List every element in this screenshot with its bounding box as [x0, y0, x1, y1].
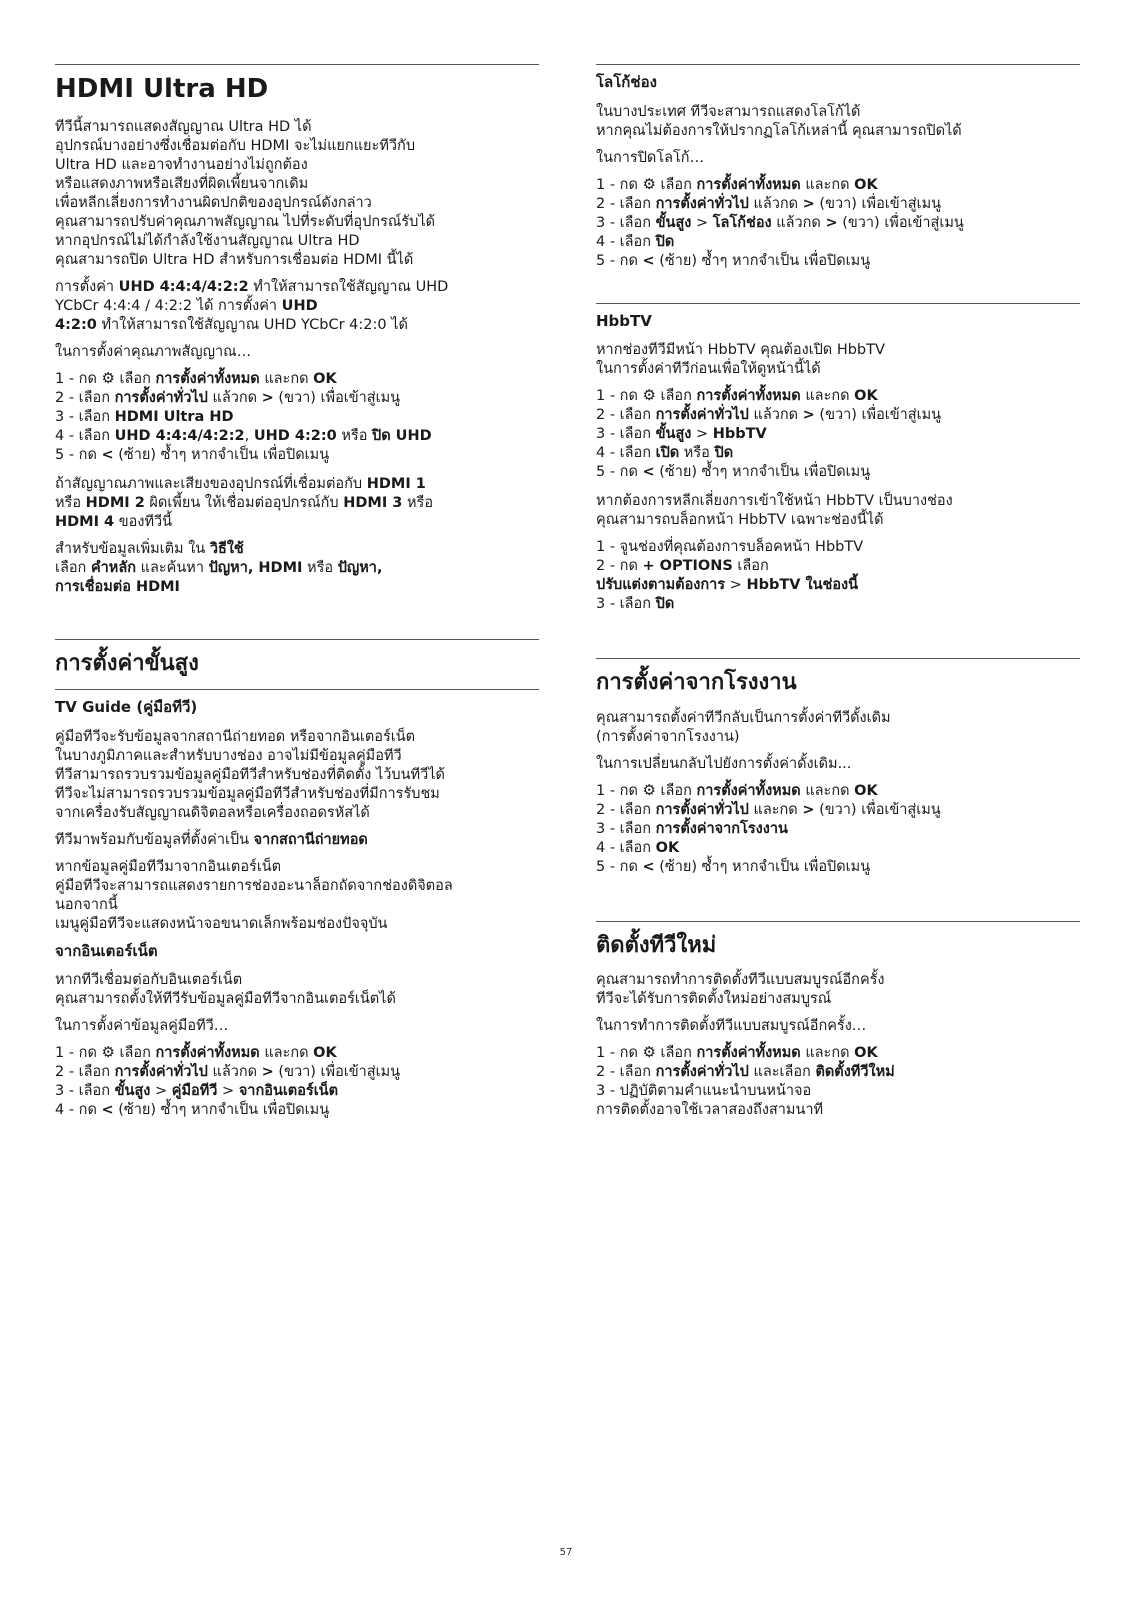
- text: และเลือก: [748, 1064, 816, 1080]
- step-2: [596, 1063, 1080, 1082]
- step-2: [596, 195, 1080, 214]
- text: แล้วกด: [207, 1064, 262, 1080]
- text-line: นอกจากนี้: [55, 896, 118, 913]
- menu-factory-settings: การตั้งค่าจากโรงงาน: [655, 820, 788, 837]
- reinstall-lead: ในการทำการติดตั้งทีวีแบบสมบูรณ์อีกครั้ง…: [596, 1018, 867, 1034]
- step-4: [55, 1101, 539, 1120]
- text: 5 - กด: [55, 446, 102, 463]
- text: และกด: [800, 176, 855, 193]
- gear-icon: ⚙: [642, 386, 656, 404]
- text-line: เมนูคู่มือทีวีจะแสดงหน้าจอขนาดเล็กพร้อมช่องปัจจุบัน: [55, 915, 388, 932]
- text-line: [55, 297, 539, 316]
- text-line: คู่มือทีวีจะรับข้อมูลจากสถานีถ่ายทอด หรือจากอินเตอร์เน็ต: [55, 728, 416, 745]
- menu-general-settings: การตั้งค่าทั่วไป: [655, 801, 749, 818]
- text-line: Ultra HD และอาจทำงานอย่างไม่ถูกต้อง: [55, 156, 308, 173]
- ok-key: OK: [854, 176, 878, 193]
- step-5: [596, 858, 1080, 877]
- subsection-title-tv-guide: TV Guide (คู่มือทีวี): [55, 698, 198, 716]
- step-3: [596, 820, 1080, 839]
- hbbtv-intro: [596, 341, 1080, 379]
- text: 1 - กด: [596, 1045, 643, 1061]
- ok-key: OK: [854, 1045, 878, 1061]
- section-title-factory-settings: การตั้งค่าจากโรงงาน: [596, 670, 797, 695]
- text: 5 - กด: [596, 252, 643, 269]
- text: (ขวา) เพื่อเข้าสู่เมนู: [814, 801, 941, 818]
- step-1: [596, 1044, 1080, 1063]
- text-line: หากช่องทีวีมีหน้า HbbTV คุณต้องเปิด HbbTV: [596, 342, 885, 358]
- text: 4 - กด: [55, 1102, 102, 1118]
- text: หรือ: [55, 494, 86, 511]
- option-uhd-420: UHD 4:2:0: [253, 427, 337, 444]
- text: (ขวา) เพื่อเข้าสู่เมนู: [814, 195, 942, 212]
- step-2: [55, 389, 539, 408]
- chevron-right-icon: >: [802, 801, 815, 818]
- hdmi-intro-paragraph: [55, 118, 539, 270]
- menu-general-settings: การตั้งค่าทั่วไป: [655, 407, 749, 423]
- menu-all-settings: การตั้งค่าทั้งหมด: [696, 782, 801, 799]
- section-divider: [55, 689, 539, 690]
- reinstall-intro: [596, 971, 1080, 1009]
- text: >: [725, 577, 747, 593]
- text: ของทีวีนี้: [114, 513, 173, 530]
- step-4: [596, 444, 1080, 463]
- factory-lead: ในการเปลี่ยนกลับไปยังการตั้งค่าดั้งเดิม...: [596, 755, 852, 772]
- menu-hbbtv: HbbTV: [712, 426, 767, 442]
- text: หรือ: [302, 559, 338, 576]
- uhd-mode-paragraph: [55, 278, 539, 335]
- text-line: หากอุปกรณ์ไม่ได้กำลังใช้งานสัญญาณ Ultra HD: [55, 232, 360, 249]
- text-line: [55, 540, 539, 559]
- text: >: [691, 214, 713, 231]
- text: เลือก: [114, 370, 156, 387]
- option-uhd-444: UHD 4:4:4/4:2:2: [114, 427, 245, 444]
- menu-advanced: ขั้นสูง: [114, 1083, 151, 1099]
- step-5: [596, 252, 1080, 271]
- text-line: [55, 578, 539, 597]
- text: (ซ้าย) ซ้ำๆ หากจำเป็น เพื่อปิดเมนู: [113, 1102, 330, 1118]
- text: แล้วกด: [207, 389, 262, 406]
- option-on: เปิด: [655, 445, 680, 461]
- text: 1 - กด: [55, 370, 102, 387]
- text: 2 - เลือก: [596, 801, 656, 818]
- text-line: (การตั้งค่าจากโรงงาน): [596, 728, 740, 745]
- right-column: [596, 64, 1080, 1130]
- text: เลือก: [55, 559, 91, 576]
- hbbtv-block-steps-list: [596, 538, 1080, 614]
- step-3: 3 - ปฏิบัติตามคำแนะนำบนหน้าจอ: [596, 1083, 812, 1099]
- section-title-hdmi-ultra-hd: HDMI Ultra HD: [55, 74, 269, 104]
- text-line: ทีวีสามารถรวบรวมข้อมูลคู่มือทีวีสำหรับช่องที่ติดตั้ง ไว้บนทีวีได้: [55, 766, 445, 783]
- option-off: ปิด: [714, 445, 734, 461]
- chevron-right-icon: >: [261, 1064, 274, 1080]
- text: 3 - เลือก: [596, 820, 656, 837]
- text: เลือก: [732, 558, 769, 574]
- step-3: [55, 408, 539, 427]
- step-1: [596, 387, 1080, 406]
- logo-steps-list: [596, 176, 1080, 271]
- text-line: [55, 278, 539, 297]
- text: 2 - เลือก: [55, 1064, 115, 1080]
- text-line: หากข้อมูลคู่มือทีวีมาจากอินเตอร์เน็ต: [55, 858, 282, 875]
- port-hdmi3: HDMI 3: [343, 494, 403, 511]
- text: (ขวา) เพื่อเข้าสู่เมนู: [837, 214, 964, 231]
- text: >: [150, 1083, 172, 1099]
- section-divider: [596, 921, 1080, 922]
- text: 3 - เลือก: [55, 1083, 115, 1099]
- text-line: คุณสามารถตั้งค่าทีวีกลับเป็นการตั้งค่าทีวีดั้งเดิม: [596, 709, 891, 726]
- ok-key: OK: [313, 1045, 337, 1061]
- text: แล้วกด: [748, 195, 803, 212]
- text: แล้วกด: [771, 214, 826, 231]
- ok-key: OK: [313, 370, 337, 387]
- text: การตั้งค่า: [55, 278, 119, 295]
- ok-key: OK: [854, 782, 878, 799]
- hdmi-steps-list: [55, 370, 539, 465]
- text-line: คุณสามารถตั้งให้ทีวีรับข้อมูลคู่มือทีวีจากอินเตอร์เน็ตได้: [55, 991, 396, 1007]
- text: 2 - กด: [596, 558, 643, 574]
- port-hdmi4: HDMI 4: [55, 513, 115, 530]
- factory-intro: [596, 709, 1080, 747]
- chevron-left-icon: <: [642, 464, 655, 480]
- options-key: + OPTIONS: [642, 558, 733, 574]
- option-off: ปิด: [655, 596, 675, 612]
- text-line: หรือแสดงภาพหรือเสียงที่ผิดเพี้ยนจากเดิม: [55, 175, 309, 192]
- text: 5 - กด: [596, 464, 643, 480]
- step-3: [596, 425, 1080, 444]
- menu-general-settings: การตั้งค่าทั่วไป: [114, 1064, 208, 1080]
- text: ทีวีมาพร้อมกับข้อมูลที่ตั้งค่าเป็น: [55, 831, 254, 848]
- text: YCbCr 4:4:4 / 4:2:2 ได้ การตั้งค่า: [55, 297, 282, 314]
- step-1: [55, 1044, 539, 1063]
- text-line: ในการตั้งค่าทีวีก่อนเพื่อให้ดูหน้านี้ได้: [596, 361, 821, 377]
- text-line: [55, 559, 539, 578]
- text: (ขวา) เพื่อเข้าสู่เมนู: [273, 1064, 401, 1080]
- gear-icon: ⚙: [642, 174, 656, 193]
- text-line: [55, 316, 539, 335]
- text-line: คุณสามารถปรับค่าคุณภาพสัญญาณ ไปที่ระดับที่อุปกรณ์รับได้: [55, 213, 436, 230]
- menu-advanced: ขั้นสูง: [655, 426, 692, 442]
- text-line: หากคุณไม่ต้องการให้ปรากฏโลโก้เหล่านี้ คุณสามารถปิดได้: [596, 122, 962, 139]
- option-uhd-444: UHD 4:4:4/4:2:2: [118, 278, 249, 295]
- text-line: ในบางภูมิภาคและสำหรับบางช่อง อาจไม่มีข้อมูลคู่มือทีวี: [55, 747, 402, 764]
- text: >: [217, 1083, 239, 1099]
- menu-all-settings: การตั้งค่าทั้งหมด: [696, 176, 801, 193]
- logo-intro: [596, 103, 1080, 141]
- keyword-connection-hdmi: การเชื่อมต่อ HDMI: [55, 578, 180, 595]
- text-line: หากทีวีเชื่อมต่อกับอินเตอร์เน็ต: [55, 972, 243, 988]
- text: 3 - เลือก: [55, 408, 115, 425]
- text: เลือก: [655, 782, 697, 799]
- text: ถ้าสัญญาณภาพและเสียงของอุปกรณ์ที่เชื่อมต่อกับ: [55, 475, 367, 492]
- ok-key: OK: [854, 388, 878, 404]
- text: และกด: [800, 388, 855, 404]
- chevron-right-icon: >: [825, 214, 838, 231]
- text: 1 - กด: [596, 176, 643, 193]
- step-4: [596, 233, 1080, 252]
- text-line: ในบางประเทศ ทีวีจะสามารถแสดงโลโก้ได้: [596, 103, 861, 120]
- menu-customise: ปรับแต่งตามต้องการ: [596, 577, 726, 593]
- text: หรือ: [336, 427, 373, 444]
- chevron-left-icon: <: [642, 858, 655, 875]
- text: (ซ้าย) ซ้ำๆ หากจำเป็น เพื่อปิดเมนู: [113, 446, 330, 463]
- step-3-note: การติดตั้งอาจใช้เวลาสองถึงสามนาที: [596, 1102, 824, 1118]
- help-link: วิธีใช้: [209, 540, 244, 557]
- step-2: [596, 406, 1080, 425]
- option-from-internet: จากอินเตอร์เน็ต: [238, 1083, 339, 1099]
- text-line: เพื่อหลีกเลี่ยงการทำงานผิดปกติของอุปกรณ์ดังกล่าว: [55, 194, 372, 211]
- text: 2 - เลือก: [596, 407, 656, 423]
- text: สำหรับข้อมูลเพิ่มเติม ใน: [55, 540, 210, 557]
- text-line: ทีวีจะไม่สามารถรวบรวมข้อมูลคู่มือทีวีสำหรับช่องที่มีการรับชม: [55, 785, 440, 802]
- tv-guide-default: [55, 831, 539, 850]
- gear-icon: ⚙: [101, 1043, 115, 1061]
- step-2-cont: [596, 576, 1080, 595]
- text: (ซ้าย) ซ้ำๆ หากจำเป็น เพื่อปิดเมนู: [654, 252, 871, 269]
- text: และกด: [800, 782, 855, 799]
- text: (ขวา) เพื่อเข้าสู่เมนู: [273, 389, 401, 406]
- step-1: [596, 176, 1080, 195]
- menu-reinstall-tv: ติดตั้งทีวีใหม่: [815, 1064, 895, 1080]
- menu-general-settings: การตั้งค่าทั่วไป: [655, 1064, 749, 1080]
- menu-hdmi-ultra-hd: HDMI Ultra HD: [114, 408, 234, 425]
- text: 3 - เลือก: [596, 596, 656, 612]
- chevron-left-icon: <: [101, 446, 114, 463]
- keywords-link: คำหลัก: [90, 559, 137, 576]
- text: ผิดเพี้ยน ให้เชื่อมต่ออุปกรณ์กับ: [144, 494, 344, 511]
- internet-intro: [55, 971, 539, 1009]
- text-line: คุณสามารถทำการติดตั้งทีวีแบบสมบูรณ์อีกครั้ง: [596, 972, 885, 988]
- text-line: คุณสามารถปิด Ultra HD สำหรับการเชื่อมต่อ HDMI นี้ได้: [55, 251, 414, 268]
- option-off-uhd: ปิด UHD: [372, 427, 432, 444]
- gear-icon: ⚙: [642, 1043, 656, 1061]
- chevron-right-icon: >: [261, 389, 274, 406]
- section-title-reinstall-tv: ติดตั้งทีวีใหม่: [596, 932, 717, 958]
- left-column: [55, 64, 539, 1130]
- section-title-advanced-settings: การตั้งค่าขั้นสูง: [55, 650, 199, 676]
- uhd-lead: ในการตั้งค่าคุณภาพสัญญาณ…: [55, 343, 252, 360]
- ok-key: OK: [655, 839, 680, 856]
- text: 1 - กด: [596, 388, 643, 404]
- chevron-right-icon: >: [802, 195, 815, 212]
- text: หรือ: [402, 494, 434, 511]
- menu-advanced: ขั้นสูง: [655, 214, 692, 231]
- text: และกด: [800, 1045, 855, 1061]
- text: 4 - เลือก: [596, 445, 656, 461]
- text: แล้วกด: [748, 407, 803, 423]
- step-4: [55, 427, 539, 446]
- text: และกด: [259, 1045, 314, 1061]
- step-2: [596, 801, 1080, 820]
- text: และกด: [748, 801, 803, 818]
- text: 2 - เลือก: [55, 389, 115, 406]
- text-line: ทีวีจะได้รับการติดตั้งใหม่อย่างสมบูรณ์: [596, 991, 832, 1007]
- factory-steps-list: [596, 782, 1080, 877]
- section-divider: [596, 303, 1080, 304]
- chevron-left-icon: <: [101, 1102, 114, 1118]
- menu-channel-logos: โลโก้ช่อง: [712, 214, 772, 231]
- step-1: [55, 370, 539, 389]
- section-divider: [596, 64, 1080, 65]
- menu-all-settings: การตั้งค่าทั้งหมด: [155, 370, 260, 387]
- step-5: [596, 463, 1080, 482]
- text-line: จากเครื่องรับสัญญาณดิจิตอลหรือเครื่องถอดรหัสได้: [55, 804, 370, 821]
- text: 4 - เลือก: [596, 839, 656, 856]
- text: 2 - เลือก: [596, 195, 656, 212]
- text-line: [55, 475, 539, 494]
- section-divider: [55, 639, 539, 640]
- chevron-right-icon: >: [802, 407, 815, 423]
- step-3: [596, 595, 1080, 614]
- chevron-left-icon: <: [642, 252, 655, 269]
- option-uhd: UHD: [281, 297, 318, 314]
- text: 5 - กด: [596, 858, 643, 875]
- text: 1 - กด: [55, 1045, 102, 1061]
- menu-general-settings: การตั้งค่าทั่วไป: [114, 389, 208, 406]
- text: 1 - กด: [596, 782, 643, 799]
- subsection-title-from-internet: จากอินเตอร์เน็ต: [55, 941, 158, 960]
- step-2: [596, 557, 1080, 576]
- text: >: [691, 426, 713, 442]
- reinstall-steps-list: [596, 1044, 1080, 1120]
- tv-guide-intro: [55, 728, 539, 823]
- section-divider: [596, 658, 1080, 659]
- menu-all-settings: การตั้งค่าทั้งหมด: [696, 1045, 801, 1061]
- text: เลือก: [655, 1045, 697, 1061]
- text: ทำให้สามารถใช้สัญญาณ UHD: [248, 278, 449, 295]
- option-420: 4:2:0: [55, 316, 97, 333]
- menu-general-settings: การตั้งค่าทั่วไป: [655, 195, 749, 212]
- text-line: อุปกรณ์บางอย่างซึ่งเชื่อมต่อกับ HDMI จะไม่แยกแยะทีวีกับ: [55, 137, 416, 154]
- gear-icon: ⚙: [642, 780, 656, 799]
- step-3: [55, 1082, 539, 1101]
- port-hdmi2: HDMI 2: [85, 494, 145, 511]
- gear-icon: ⚙: [101, 368, 115, 387]
- step-2: [55, 1063, 539, 1082]
- option-from-broadcaster: จากสถานีถ่ายทอด: [253, 831, 368, 848]
- hbbtv-block-info: [596, 492, 1080, 530]
- text-line: คู่มือทีวีจะสามารถแสดงรายการช่องอะนาล็อกถัดจากช่องดิจิตอล: [55, 877, 453, 894]
- menu-hbbtv-on-this-channel: HbbTV ในช่องนี้: [746, 577, 859, 593]
- text: 3 - เลือก: [596, 214, 656, 231]
- keyword-problem-hdmi: ปัญหา, HDMI: [208, 559, 303, 576]
- text: เลือก: [655, 388, 697, 404]
- text: 3 - เลือก: [596, 426, 656, 442]
- text-line: คุณสามารถบล็อกหน้า HbbTV เฉพาะช่องนี้ได้: [596, 512, 884, 528]
- text: หรือ: [679, 445, 715, 461]
- distortion-paragraph: [55, 475, 539, 532]
- text: และค้นหา: [136, 559, 209, 576]
- port-hdmi1: HDMI 1: [366, 475, 426, 492]
- keyword-problem: ปัญหา,: [337, 559, 383, 576]
- more-info-paragraph: [55, 540, 539, 597]
- section-divider: [55, 64, 539, 65]
- text: 4 - เลือก: [55, 427, 115, 444]
- subsection-title-hbbtv: HbbTV: [596, 311, 652, 330]
- step-3: [596, 214, 1080, 233]
- hbbtv-steps-list: [596, 387, 1080, 482]
- text-line: [55, 513, 539, 532]
- step-4: [596, 839, 1080, 858]
- text: 2 - เลือก: [596, 1064, 656, 1080]
- subsection-title-channel-logos: โลโก้ช่อง: [596, 73, 657, 91]
- text: (ซ้าย) ซ้ำๆ หากจำเป็น เพื่อปิดเมนู: [654, 858, 871, 875]
- step-1: [596, 782, 1080, 801]
- page-number: 57: [559, 1547, 573, 1558]
- text-line: หากต้องการหลีกเลี่ยงการเข้าใช้หน้า HbbTV เป็นบางช่อง: [596, 493, 953, 509]
- text: เลือก: [114, 1045, 156, 1061]
- step-1: 1 - จูนช่องที่คุณต้องการบล็อคหน้า HbbTV: [596, 539, 864, 555]
- internet-steps-list: [55, 1044, 539, 1120]
- text-line: ทีวีนี้สามารถแสดงสัญญาณ Ultra HD ได้: [55, 118, 312, 135]
- step-5: [55, 446, 539, 465]
- text: และกด: [259, 370, 314, 387]
- text: (ขวา) เพื่อเข้าสู่เมนู: [814, 407, 942, 423]
- option-off: ปิด: [655, 233, 675, 250]
- text: เลือก: [655, 176, 697, 193]
- menu-all-settings: การตั้งค่าทั้งหมด: [155, 1045, 260, 1061]
- tv-guide-internet-info: [55, 858, 539, 934]
- menu-tv-guide: คู่มือทีวี: [171, 1083, 218, 1099]
- text: ทำให้สามารถใช้สัญญาณ UHD YCbCr 4:2:0 ได้: [96, 316, 408, 333]
- internet-lead: ในการตั้งค่าข้อมูลคู่มือทีวี…: [55, 1018, 229, 1034]
- text: 4 - เลือก: [596, 233, 656, 250]
- text: (ซ้าย) ซ้ำๆ หากจำเป็น เพื่อปิดเมนู: [654, 464, 871, 480]
- logo-lead: ในการปิดโลโก้…: [596, 149, 705, 166]
- text: ,: [244, 427, 254, 444]
- menu-all-settings: การตั้งค่าทั้งหมด: [696, 388, 801, 404]
- text-line: [55, 494, 539, 513]
